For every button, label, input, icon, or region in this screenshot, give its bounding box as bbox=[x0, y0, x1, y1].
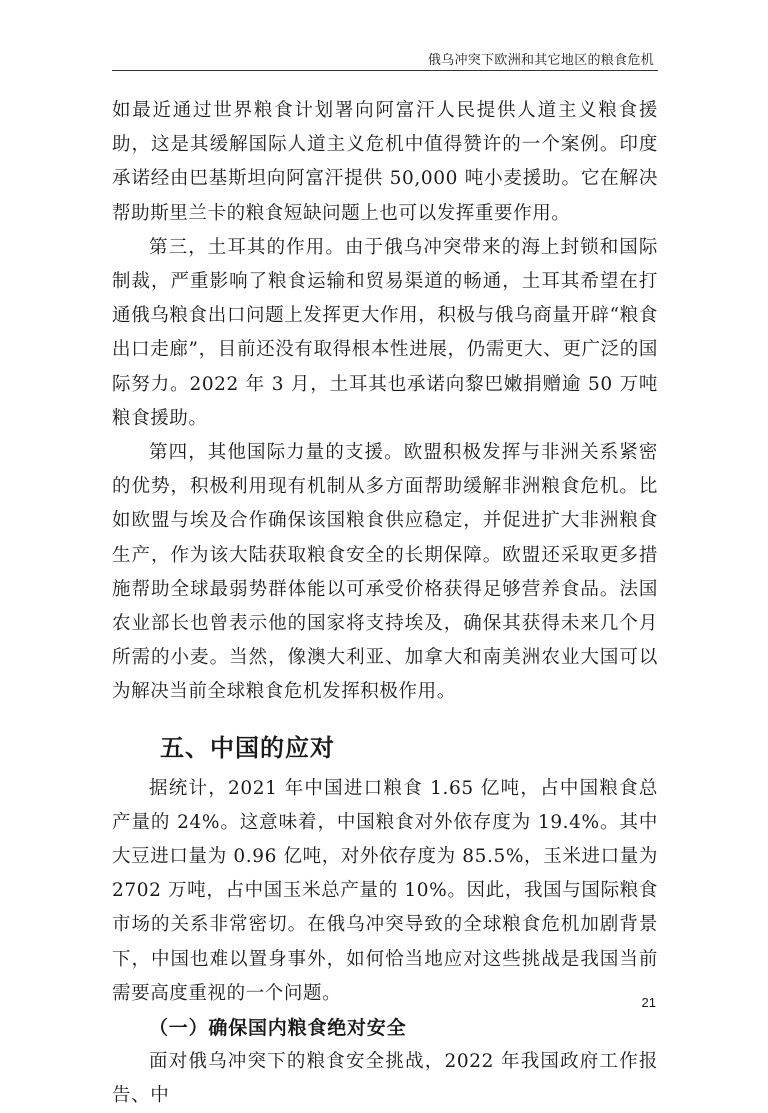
paragraph-turkey: 第三，土耳其的作用。由于俄乌冲突带来的海上封锁和国际制裁，严重影响了粮食运输和贸易渠道的畅通，土耳其希望在打通俄乌粮食出口问题上发挥更大作用，积极与俄乌商量开辟“粮食出口走廊”，目前还没有取得根本性进展，仍需更大、更广泛的国际努力。2022 年 3 月，土耳其也承诺向黎巴嫩捐赠逾 50 万吨粮食援助。 bbox=[112, 236, 658, 429]
paragraph-continuation: 如最近通过世界粮食计划署向阿富汗人民提供人道主义粮食援助，这是其缓解国际人道主义危机中值得赞许的一个案例。印度承诺经由巴基斯坦向阿富汗提供 50,000 吨小麦援助。它在解决帮助斯里兰卡的粮食短缺问题上也可以发挥重要作用。 bbox=[112, 100, 658, 224]
running-header bbox=[112, 46, 658, 71]
paragraph-china-statistics: 据统计，2021 年中国进口粮食 1.65 亿吨，占中国粮食总产量的 24%。这意味着，中国粮食对外依存度为 19.4%。其中大豆进口量为 0.96 亿吨，对外依存度为 85.5%，玉米进口量为 2702 万吨，占中国玉米总产量的 10%。因此，我国与国际粮食市场的关系非常密切。在俄乌冲突导致的全球粮食危机加剧背景下，中国也难以置身事外，如何恰当地应对这些挑战是我国当前需要高度重视的一个问题。 bbox=[112, 777, 658, 1004]
body-text bbox=[112, 94, 658, 1113]
page-number: 21 bbox=[641, 995, 656, 1010]
subsection-heading-food-security: （一）确保国内粮食绝对安全 bbox=[149, 1017, 407, 1040]
section-heading-china-response: 五、中国的应对 bbox=[160, 733, 335, 762]
paragraph-government-report: 面对俄乌冲突下的粮食安全挑战，2022 年我国政府工作报告、中 bbox=[112, 1051, 658, 1107]
running-header-title: 俄乌冲突下欧洲和其它地区的粮食危机 bbox=[427, 53, 654, 68]
paragraph-other-powers: 第四，其他国际力量的支援。欧盟积极发挥与非洲关系紧密的优势，积极利用现有机制从多方面帮助缓解非洲粮食危机。比如欧盟与埃及合作确保该国粮食供应稳定，并促进扩大非洲粮食生产，作为该大陆获取粮食安全的长期保障。欧盟还采取更多措施帮助全球最弱势群体能以可承受价格获得足够营养食品。法国农业部长也曾表示他的国家将支持埃及，确保其获得未来几个月所需的小麦。当然，像澳大利亚、加拿大和南美洲农业大国可以为解决当前全球粮食危机发挥积极作用。 bbox=[112, 442, 658, 703]
